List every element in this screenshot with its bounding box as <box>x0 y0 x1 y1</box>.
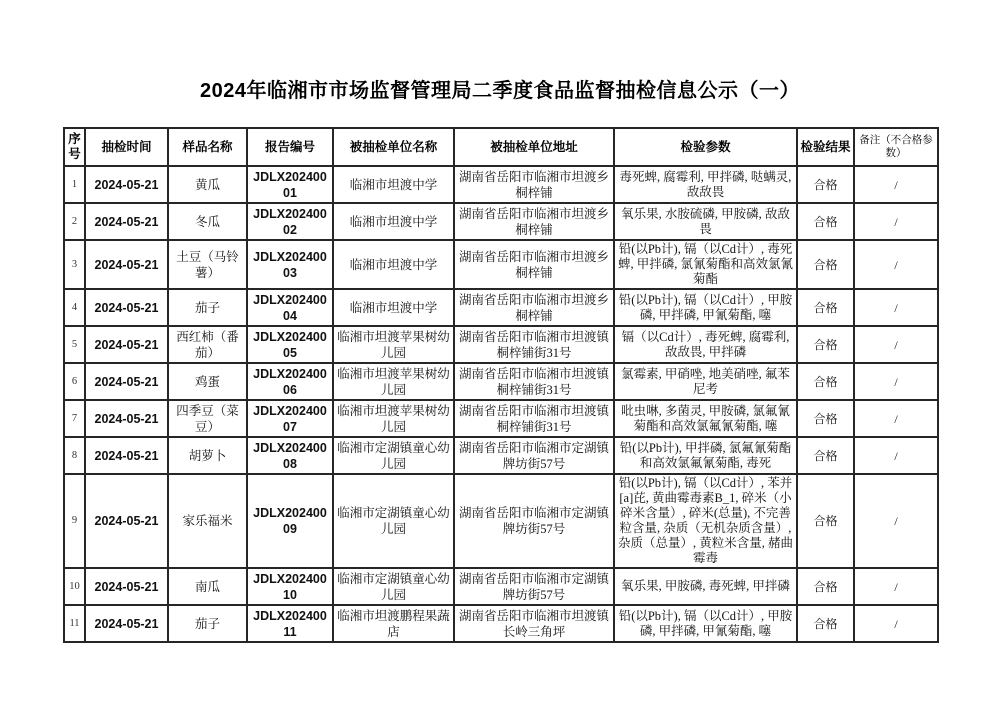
column-header-params: 检验参数 <box>614 128 797 166</box>
cell-name: 家乐福米 <box>168 474 247 568</box>
cell-report: JDLX20240007 <box>247 400 333 437</box>
cell-note: / <box>854 568 938 605</box>
cell-name: 冬瓜 <box>168 203 247 240</box>
column-header-date: 抽检时间 <box>85 128 168 166</box>
cell-addr: 湖南省岳阳市临湘市坦渡乡桐梓铺 <box>454 240 614 289</box>
cell-params: 吡虫啉, 多菌灵, 甲胺磷, 氯氟氰菊酯和高效氯氟氰菊酯, 噻 <box>614 400 797 437</box>
cell-unit: 临湘市坦渡中学 <box>333 166 454 203</box>
table-row <box>64 437 938 474</box>
cell-note: / <box>854 400 938 437</box>
cell-note: / <box>854 240 938 289</box>
cell-result: 合格 <box>797 240 854 289</box>
cell-note: / <box>854 605 938 642</box>
table-row <box>64 326 938 363</box>
cell-addr: 湖南省岳阳市临湘市坦渡乡桐梓铺 <box>454 203 614 240</box>
cell-name: 茄子 <box>168 605 247 642</box>
cell-note: / <box>854 437 938 474</box>
table-row <box>64 605 938 642</box>
cell-addr: 湖南省岳阳市临湘市坦渡镇长岭三角坪 <box>454 605 614 642</box>
cell-seq: 4 <box>64 289 85 326</box>
table-row <box>64 568 938 605</box>
cell-unit: 临湘市坦渡中学 <box>333 203 454 240</box>
cell-note: / <box>854 474 938 568</box>
cell-name: 土豆（马铃薯） <box>168 240 247 289</box>
cell-date: 2024-05-21 <box>85 474 168 568</box>
cell-name: 黄瓜 <box>168 166 247 203</box>
cell-addr: 湖南省岳阳市临湘市坦渡镇桐梓铺街31号 <box>454 326 614 363</box>
cell-result: 合格 <box>797 437 854 474</box>
column-header-result: 检验结果 <box>797 128 854 166</box>
cell-note: / <box>854 203 938 240</box>
cell-report: JDLX20240001 <box>247 166 333 203</box>
cell-addr: 湖南省岳阳市临湘市坦渡乡桐梓铺 <box>454 289 614 326</box>
column-header-report: 报告编号 <box>247 128 333 166</box>
cell-note: / <box>854 166 938 203</box>
inspection-results-table <box>63 127 939 643</box>
table-row <box>64 240 938 289</box>
cell-name: 胡萝卜 <box>168 437 247 474</box>
table-row <box>64 289 938 326</box>
cell-note: / <box>854 363 938 400</box>
cell-date: 2024-05-21 <box>85 363 168 400</box>
cell-seq: 11 <box>64 605 85 642</box>
table-row <box>64 203 938 240</box>
cell-params: 镉（以Cd计）, 毒死蜱, 腐霉利, 敌敌畏, 甲拌磷 <box>614 326 797 363</box>
cell-params: 铅(以Pb计), 镉（以Cd计）, 毒死蜱, 甲拌磷, 氯氰菊酯和高效氯氰菊酯 <box>614 240 797 289</box>
cell-unit: 临湘市坦渡中学 <box>333 289 454 326</box>
cell-date: 2024-05-21 <box>85 289 168 326</box>
column-header-unit: 被抽检单位名称 <box>333 128 454 166</box>
page-title: 2024年临湘市市场监督管理局二季度食品监督抽检信息公示（一） <box>200 80 800 102</box>
cell-seq: 1 <box>64 166 85 203</box>
cell-addr: 湖南省岳阳市临湘市坦渡乡桐梓铺 <box>454 166 614 203</box>
cell-params: 铅(以Pb计), 甲拌磷, 氯氟氰菊酯和高效氯氟氰菊酯, 毒死 <box>614 437 797 474</box>
cell-result: 合格 <box>797 474 854 568</box>
cell-params: 氧乐果, 甲胺磷, 毒死蜱, 甲拌磷 <box>614 568 797 605</box>
cell-unit: 临湘市坦渡中学 <box>333 240 454 289</box>
cell-result: 合格 <box>797 400 854 437</box>
cell-params: 氯霉素, 甲硝唑, 地美硝唑, 氟苯尼考 <box>614 363 797 400</box>
cell-seq: 6 <box>64 363 85 400</box>
cell-result: 合格 <box>797 289 854 326</box>
cell-name: 南瓜 <box>168 568 247 605</box>
cell-report: JDLX20240010 <box>247 568 333 605</box>
cell-report: JDLX20240011 <box>247 605 333 642</box>
cell-seq: 7 <box>64 400 85 437</box>
cell-params: 铅(以Pb计), 镉（以Cd计）, 甲胺磷, 甲拌磷, 甲氰菊酯, 噻 <box>614 605 797 642</box>
cell-result: 合格 <box>797 326 854 363</box>
cell-params: 毒死蜱, 腐霉利, 甲拌磷, 哒螨灵, 敌敌畏 <box>614 166 797 203</box>
cell-addr: 湖南省岳阳市临湘市坦渡镇桐梓铺街31号 <box>454 363 614 400</box>
cell-report: JDLX20240009 <box>247 474 333 568</box>
cell-result: 合格 <box>797 166 854 203</box>
cell-unit: 临湘市坦渡苹果树幼儿园 <box>333 363 454 400</box>
cell-unit: 临湘市坦渡苹果树幼儿园 <box>333 326 454 363</box>
cell-addr: 湖南省岳阳市临湘市定湖镇牌坊街57号 <box>454 568 614 605</box>
cell-params: 氧乐果, 水胺硫磷, 甲胺磷, 敌敌畏 <box>614 203 797 240</box>
cell-note: / <box>854 289 938 326</box>
cell-name: 西红柿（番茄） <box>168 326 247 363</box>
cell-report: JDLX20240008 <box>247 437 333 474</box>
cell-report: JDLX20240006 <box>247 363 333 400</box>
cell-date: 2024-05-21 <box>85 166 168 203</box>
cell-date: 2024-05-21 <box>85 240 168 289</box>
table-row <box>64 474 938 568</box>
cell-addr: 湖南省岳阳市临湘市定湖镇牌坊街57号 <box>454 437 614 474</box>
cell-unit: 临湘市定湖镇童心幼儿园 <box>333 568 454 605</box>
cell-date: 2024-05-21 <box>85 605 168 642</box>
table-header-row <box>64 128 938 166</box>
column-header-name: 样品名称 <box>168 128 247 166</box>
cell-addr: 湖南省岳阳市临湘市定湖镇牌坊街57号 <box>454 474 614 568</box>
cell-name: 茄子 <box>168 289 247 326</box>
cell-date: 2024-05-21 <box>85 568 168 605</box>
cell-unit: 临湘市坦渡苹果树幼儿园 <box>333 400 454 437</box>
column-header-seq: 序号 <box>64 128 85 166</box>
cell-seq: 3 <box>64 240 85 289</box>
table-row <box>64 363 938 400</box>
cell-report: JDLX20240003 <box>247 240 333 289</box>
cell-unit: 临湘市定湖镇童心幼儿园 <box>333 437 454 474</box>
cell-result: 合格 <box>797 363 854 400</box>
cell-result: 合格 <box>797 605 854 642</box>
cell-seq: 9 <box>64 474 85 568</box>
cell-seq: 10 <box>64 568 85 605</box>
cell-unit: 临湘市定湖镇童心幼儿园 <box>333 474 454 568</box>
cell-params: 铅(以Pb计), 镉（以Cd计）, 甲胺磷, 甲拌磷, 甲氰菊酯, 噻 <box>614 289 797 326</box>
cell-name: 四季豆（菜豆） <box>168 400 247 437</box>
cell-result: 合格 <box>797 568 854 605</box>
cell-date: 2024-05-21 <box>85 326 168 363</box>
cell-report: JDLX20240002 <box>247 203 333 240</box>
table-row <box>64 166 938 203</box>
cell-date: 2024-05-21 <box>85 437 168 474</box>
cell-report: JDLX20240004 <box>247 289 333 326</box>
table-row <box>64 400 938 437</box>
cell-seq: 8 <box>64 437 85 474</box>
column-header-note: 备注（不合格参数） <box>854 128 938 166</box>
cell-seq: 2 <box>64 203 85 240</box>
cell-params: 铅(以Pb计), 镉（以Cd计）, 苯并[a]芘, 黄曲霉毒素B_1, 碎米（小碎米含量）, 碎米(总量), 不完善粒含量, 杂质（无机杂质含量）, 杂质（总量）, 黄粒米含量, 赭曲霉毒 <box>614 474 797 568</box>
column-header-addr: 被抽检单位地址 <box>454 128 614 166</box>
cell-report: JDLX20240005 <box>247 326 333 363</box>
cell-date: 2024-05-21 <box>85 203 168 240</box>
cell-unit: 临湘市坦渡鹏程果蔬店 <box>333 605 454 642</box>
cell-seq: 5 <box>64 326 85 363</box>
cell-note: / <box>854 326 938 363</box>
cell-addr: 湖南省岳阳市临湘市坦渡镇桐梓铺街31号 <box>454 400 614 437</box>
cell-date: 2024-05-21 <box>85 400 168 437</box>
cell-name: 鸡蛋 <box>168 363 247 400</box>
cell-result: 合格 <box>797 203 854 240</box>
